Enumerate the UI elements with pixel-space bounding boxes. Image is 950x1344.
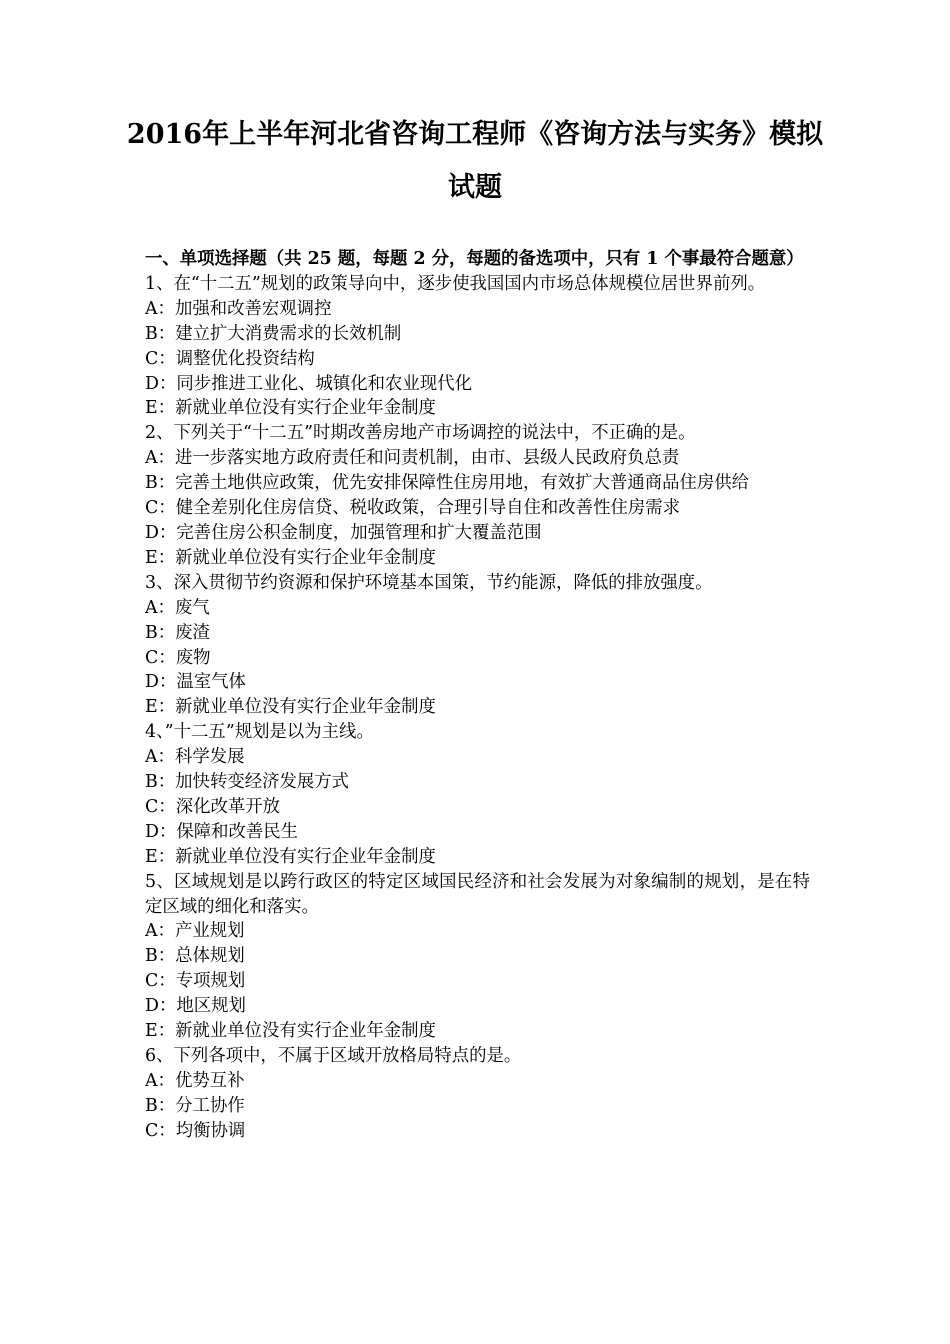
option-c: C：废物 xyxy=(145,647,211,668)
option-b: B：废渣 xyxy=(145,622,210,643)
question-text: 1、在“十二五”规划的政策导向中，逐步使我国国内市场总体规模位居世界前列。 xyxy=(145,273,766,294)
option-c: C：均衡协调 xyxy=(145,1120,246,1141)
document-body xyxy=(145,247,810,1144)
document-title-line-2: 试题 xyxy=(448,172,502,203)
document-title-line-1: 2016年上半年河北省咨询工程师《咨询方法与实务》模拟 xyxy=(126,119,824,150)
option-b: B：总体规划 xyxy=(145,946,245,967)
option-e: E：新就业单位没有实行企业年金制度 xyxy=(145,697,436,718)
option-e: E：新就业单位没有实行企业年金制度 xyxy=(145,547,436,568)
question-text: 5、区域规划是以跨行政区的特定区域国民经济和社会发展为对象编制的规划，是在特定区域的细化和落实。 xyxy=(145,871,810,917)
option-c: C：专项规划 xyxy=(145,971,246,992)
question-2 xyxy=(145,421,810,570)
option-d: D：保障和改善民生 xyxy=(145,821,299,842)
option-a: A：进一步落实地方政府责任和问责机制，由市、县级人民政府负总责 xyxy=(145,448,680,469)
option-a: A：废气 xyxy=(145,597,210,618)
question-text: 3、深入贯彻节约资源和保护环境基本国策，节约能源，降低的排放强度。 xyxy=(145,572,713,593)
option-d: D：完善住房公积金制度，加强管理和扩大覆盖范围 xyxy=(145,522,542,543)
option-e: E：新就业单位没有实行企业年金制度 xyxy=(145,846,436,867)
option-c: C：深化改革开放 xyxy=(145,796,281,817)
option-c: C：调整优化投资结构 xyxy=(145,348,315,369)
option-e: E：新就业单位没有实行企业年金制度 xyxy=(145,1021,436,1042)
question-1 xyxy=(145,272,810,421)
option-d: D：地区规划 xyxy=(145,996,246,1017)
option-b: B：建立扩大消费需求的长效机制 xyxy=(145,323,402,344)
option-a: A：优势互补 xyxy=(145,1070,245,1091)
question-text: 6、下列各项中，不属于区域开放格局特点的是。 xyxy=(145,1046,522,1066)
option-b: B：完善土地供应政策，优先安排保障性住房用地，有效扩大普通商品住房供给 xyxy=(145,473,750,494)
question-6 xyxy=(145,1044,810,1144)
option-e: E：新就业单位没有实行企业年金制度 xyxy=(145,398,436,419)
option-a: A：产业规划 xyxy=(145,921,245,942)
option-b: B：分工协作 xyxy=(145,1095,245,1116)
option-d: D：温室气体 xyxy=(145,672,246,693)
option-a: A：科学发展 xyxy=(145,747,245,768)
option-d: D：同步推进工业化、城镇化和农业现代化 xyxy=(145,373,472,394)
question-text: 2、下列关于“十二五”时期改善房地产市场调控的说法中，不正确的是。 xyxy=(145,423,696,444)
question-text: 4、”十二五”规划是以为主线。 xyxy=(145,722,374,743)
option-a: A：加强和改善宏观调控 xyxy=(145,298,332,319)
question-4 xyxy=(145,720,810,869)
question-3 xyxy=(145,571,810,720)
section-heading: 一、单项选择题（共 25 题，每题 2 分，每题的备选项中，只有 1 个事最符合题意） xyxy=(145,249,804,269)
option-c: C：健全差别化住房信贷、税收政策，合理引导自住和改善性住房需求 xyxy=(145,498,681,519)
question-5 xyxy=(145,870,810,1044)
option-b: B：加快转变经济发展方式 xyxy=(145,772,350,793)
